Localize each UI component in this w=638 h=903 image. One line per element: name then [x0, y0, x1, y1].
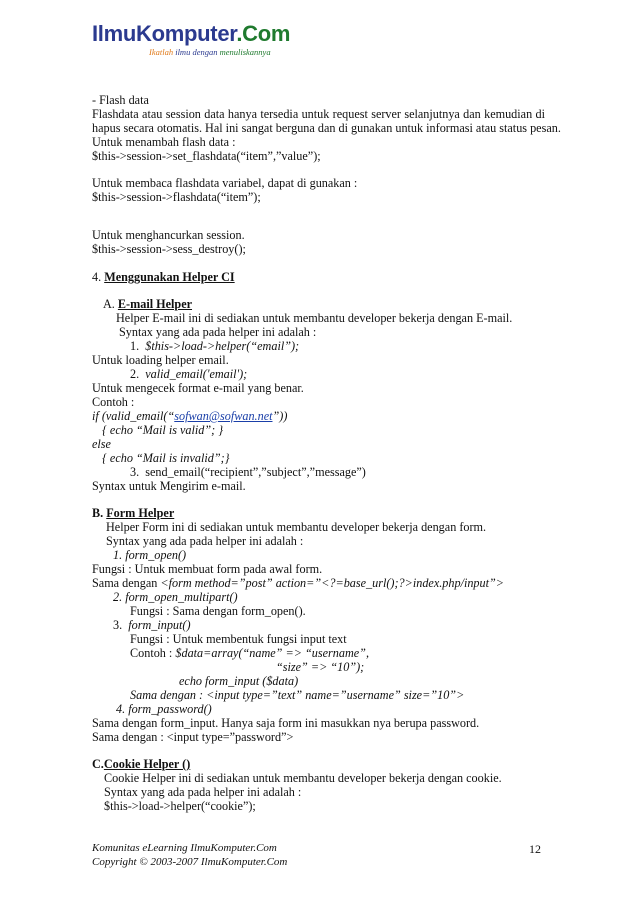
echo-valid-line: { echo “Mail is valid”; } — [102, 423, 224, 437]
subsection-b-prefix: B. — [92, 506, 104, 520]
email-item-1-code: $this->load->helper(“email”); — [145, 339, 300, 353]
form-item-3-contoh-code: $data=array(“name” => “username”, — [175, 646, 369, 660]
flash-read-text: Untuk membaca flashdata variabel, dapat di gunakan : — [92, 176, 358, 190]
example-label: Contoh : — [92, 395, 135, 409]
section-4-number: 4. — [92, 270, 102, 284]
form-item-3-number: 3. — [113, 618, 123, 632]
cookie-syntax-intro: Syntax yang ada pada helper ini adalah : — [104, 785, 302, 799]
email-item-2-number: 2. — [130, 367, 140, 381]
cookie-helper-desc: Cookie Helper ini di sediakan untuk membantu developer bekerja dengan cookie. — [104, 771, 502, 785]
form-item-3-code: form_input() — [128, 618, 191, 632]
email-check-text: Untuk mengecek format e-mail yang benar. — [92, 381, 304, 395]
flash-add-code: $this->session->set_flashdata(“item”,”value”); — [92, 149, 321, 163]
form-item-3 — [113, 618, 191, 632]
destroy-code: $this->session->sess_destroy(); — [92, 242, 246, 256]
form-item-3-echo: echo form_input ($data) — [179, 674, 299, 688]
logo-tagline — [149, 47, 271, 57]
email-item-3 — [130, 465, 366, 479]
email-helper-desc: Helper E-mail ini di sediakan untuk membantu developer bekerja dengan E-mail. — [116, 311, 513, 325]
form-item-2-fungsi: Fungsi : Sama dengan form_open(). — [130, 604, 306, 618]
form-item-1-sama — [92, 576, 504, 590]
form-item-1-sama-prefix: Sama dengan — [92, 576, 161, 590]
subsection-c-heading — [92, 757, 190, 771]
echo-invalid-line: { echo “Mail is invalid”;} — [102, 451, 230, 465]
subsection-b-heading — [92, 506, 174, 520]
subsection-a-heading — [103, 297, 192, 311]
form-item-3-fungsi: Fungsi : Untuk membentuk fungsi input text — [130, 632, 347, 646]
form-item-1-fungsi: Fungsi : Untuk membuat form pada awal form. — [92, 562, 323, 576]
page-number: 12 — [529, 842, 541, 856]
email-example-link[interactable]: sofwan@sofwan.net — [174, 409, 273, 423]
section-4-title: Menggunakan Helper CI — [104, 270, 235, 284]
logo-part1: IlmuKomputer — [92, 21, 237, 46]
form-item-1-sama-code: <form method=”post” action=”<?=base_url();?>index.php/input”> — [160, 576, 505, 590]
flash-paragraph-line1: Flashdata atau session data hanya tersedia untuk request server selanjutnya dan kemudian di — [92, 107, 545, 121]
destroy-text: Untuk menghancurkan session. — [92, 228, 245, 242]
email-item-1 — [130, 339, 299, 353]
flash-add-text: Untuk menambah flash data : — [92, 135, 236, 149]
form-item-3-sama: Sama dengan : <input type=”text” name=”username” size=”10”> — [130, 688, 465, 702]
form-item-1: 1. form_open() — [113, 548, 187, 562]
cookie-code: $this->load->helper(“cookie”); — [104, 799, 256, 813]
subsection-b-title: Form Helper — [106, 506, 175, 520]
logo-wordmark — [92, 22, 290, 46]
subsection-c-prefix: C. — [92, 757, 104, 771]
form-item-3-size: “size” => “10”); — [276, 660, 365, 674]
form-item-4-sama-line2: Sama dengan : <input type=”password”> — [92, 730, 294, 744]
form-helper-desc: Helper Form ini di sediakan untuk membantu developer bekerja dengan form. — [106, 520, 487, 534]
if-valid-line — [92, 409, 287, 423]
if-valid-prefix: if (valid_email(“ — [92, 409, 175, 423]
logo-part2: .Com — [236, 21, 291, 46]
email-item-2-code: valid_email('email'); — [145, 367, 248, 381]
footer-community: Komunitas eLearning IlmuKomputer.Com — [92, 842, 277, 854]
tagline-part2: ilmu dengan — [175, 47, 218, 57]
subsection-a-title: E-mail Helper — [117, 297, 193, 311]
email-item-3-number: 3. — [130, 465, 140, 479]
flash-paragraph-line2: hapus secara otomatis. Hal ini sangat berguna dan di gunakan untuk informasi atau status pesan. — [92, 121, 561, 135]
tagline-part3: menuliskannya — [219, 47, 271, 57]
email-item-3-code: send_email(“recipient”,”subject”,”message”) — [145, 465, 366, 479]
email-item-1-number: 1. — [130, 339, 140, 353]
email-item-2 — [130, 367, 247, 381]
tagline-part1: Ikatlah — [149, 47, 174, 57]
subsection-c-title: Cookie Helper () — [103, 757, 191, 771]
form-syntax-intro: Syntax yang ada pada helper ini adalah : — [106, 534, 304, 548]
site-logo — [92, 21, 291, 57]
form-item-2: 2. form_open_multipart() — [113, 590, 238, 604]
flash-title: - Flash data — [92, 93, 149, 107]
form-item-3-contoh — [130, 646, 369, 660]
if-valid-suffix: ”)) — [272, 409, 288, 423]
email-syntax-intro: Syntax yang ada pada helper ini adalah : — [119, 325, 317, 339]
form-item-4: 4. form_password() — [116, 702, 212, 716]
subsection-a-prefix: A. — [103, 297, 115, 311]
email-load-text: Untuk loading helper email. — [92, 353, 229, 367]
form-item-4-sama-line1: Sama dengan form_input. Hanya saja form ini masukkan nya berupa password. — [92, 716, 480, 730]
email-send-text: Syntax untuk Mengirim e-mail. — [92, 479, 246, 493]
else-line: else — [92, 437, 111, 451]
form-item-3-contoh-prefix: Contoh : — [130, 646, 176, 660]
flash-read-code: $this->session->flashdata(“item”); — [92, 190, 261, 204]
footer-copyright: Copyright © 2003-2007 IlmuKomputer.Com — [92, 856, 288, 868]
section-4-heading — [92, 270, 235, 284]
